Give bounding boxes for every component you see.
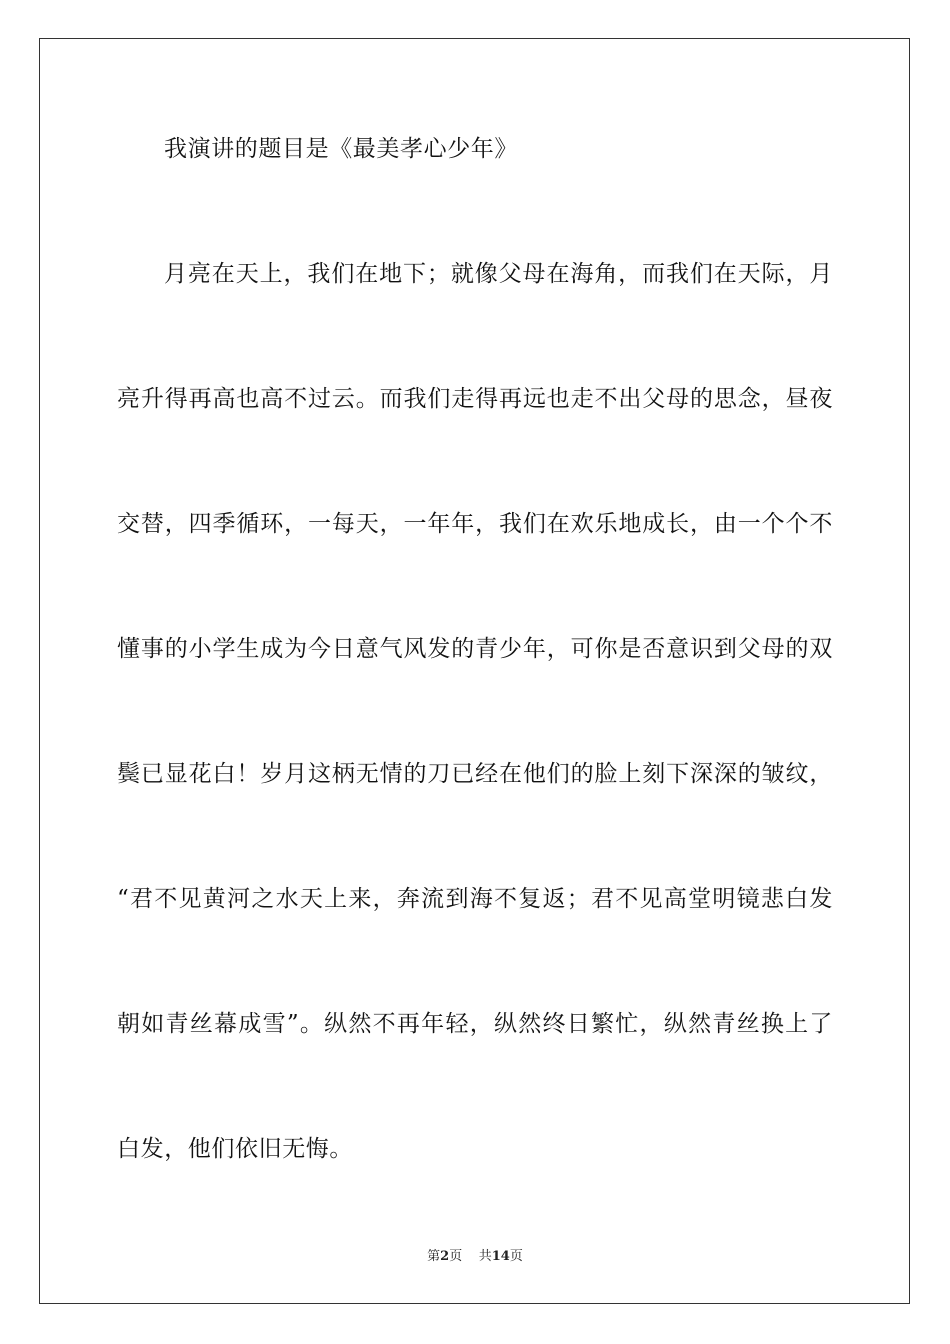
body-line-8: 白发，他们依旧无悔。 (117, 1136, 353, 1162)
total-pages: 14 (491, 1249, 510, 1264)
page-label-prefix: 第 (427, 1249, 441, 1264)
page-footer (0, 1249, 950, 1265)
total-prefix: 共 (478, 1249, 492, 1264)
page-border (39, 38, 910, 1304)
body-line-1: 月亮在天上，我们在地下；就像父母在海角，而我们在天际，月 (164, 261, 833, 287)
body-line-3: 交替，四季循环，一每天，一年年，我们在欢乐地成长，由一个个不 (117, 511, 833, 537)
page-label-suffix: 页 (449, 1249, 463, 1264)
total-suffix: 页 (509, 1249, 523, 1264)
speech-title-line: 我演讲的题目是《最美孝心少年》 (164, 136, 518, 162)
body-line-6: “君不见黄河之水天上来，奔流到海不复返；君不见高堂明镜悲白发 (117, 886, 833, 912)
body-line-4: 懂事的小学生成为今日意气风发的青少年，可你是否意识到父母的双 (117, 636, 833, 662)
body-line-5: 鬓已显花白！岁月这柄无情的刀已经在他们的脸上刻下深深的皱纹， (117, 761, 833, 787)
body-line-2: 亮升得再高也高不过云。而我们走得再远也走不出父母的思念，昼夜 (117, 386, 833, 412)
body-line-7: 朝如青丝幕成雪”。纵然不再年轻，纵然终日繁忙，纵然青丝换上了 (117, 1011, 833, 1037)
page-number: 2 (440, 1249, 450, 1264)
